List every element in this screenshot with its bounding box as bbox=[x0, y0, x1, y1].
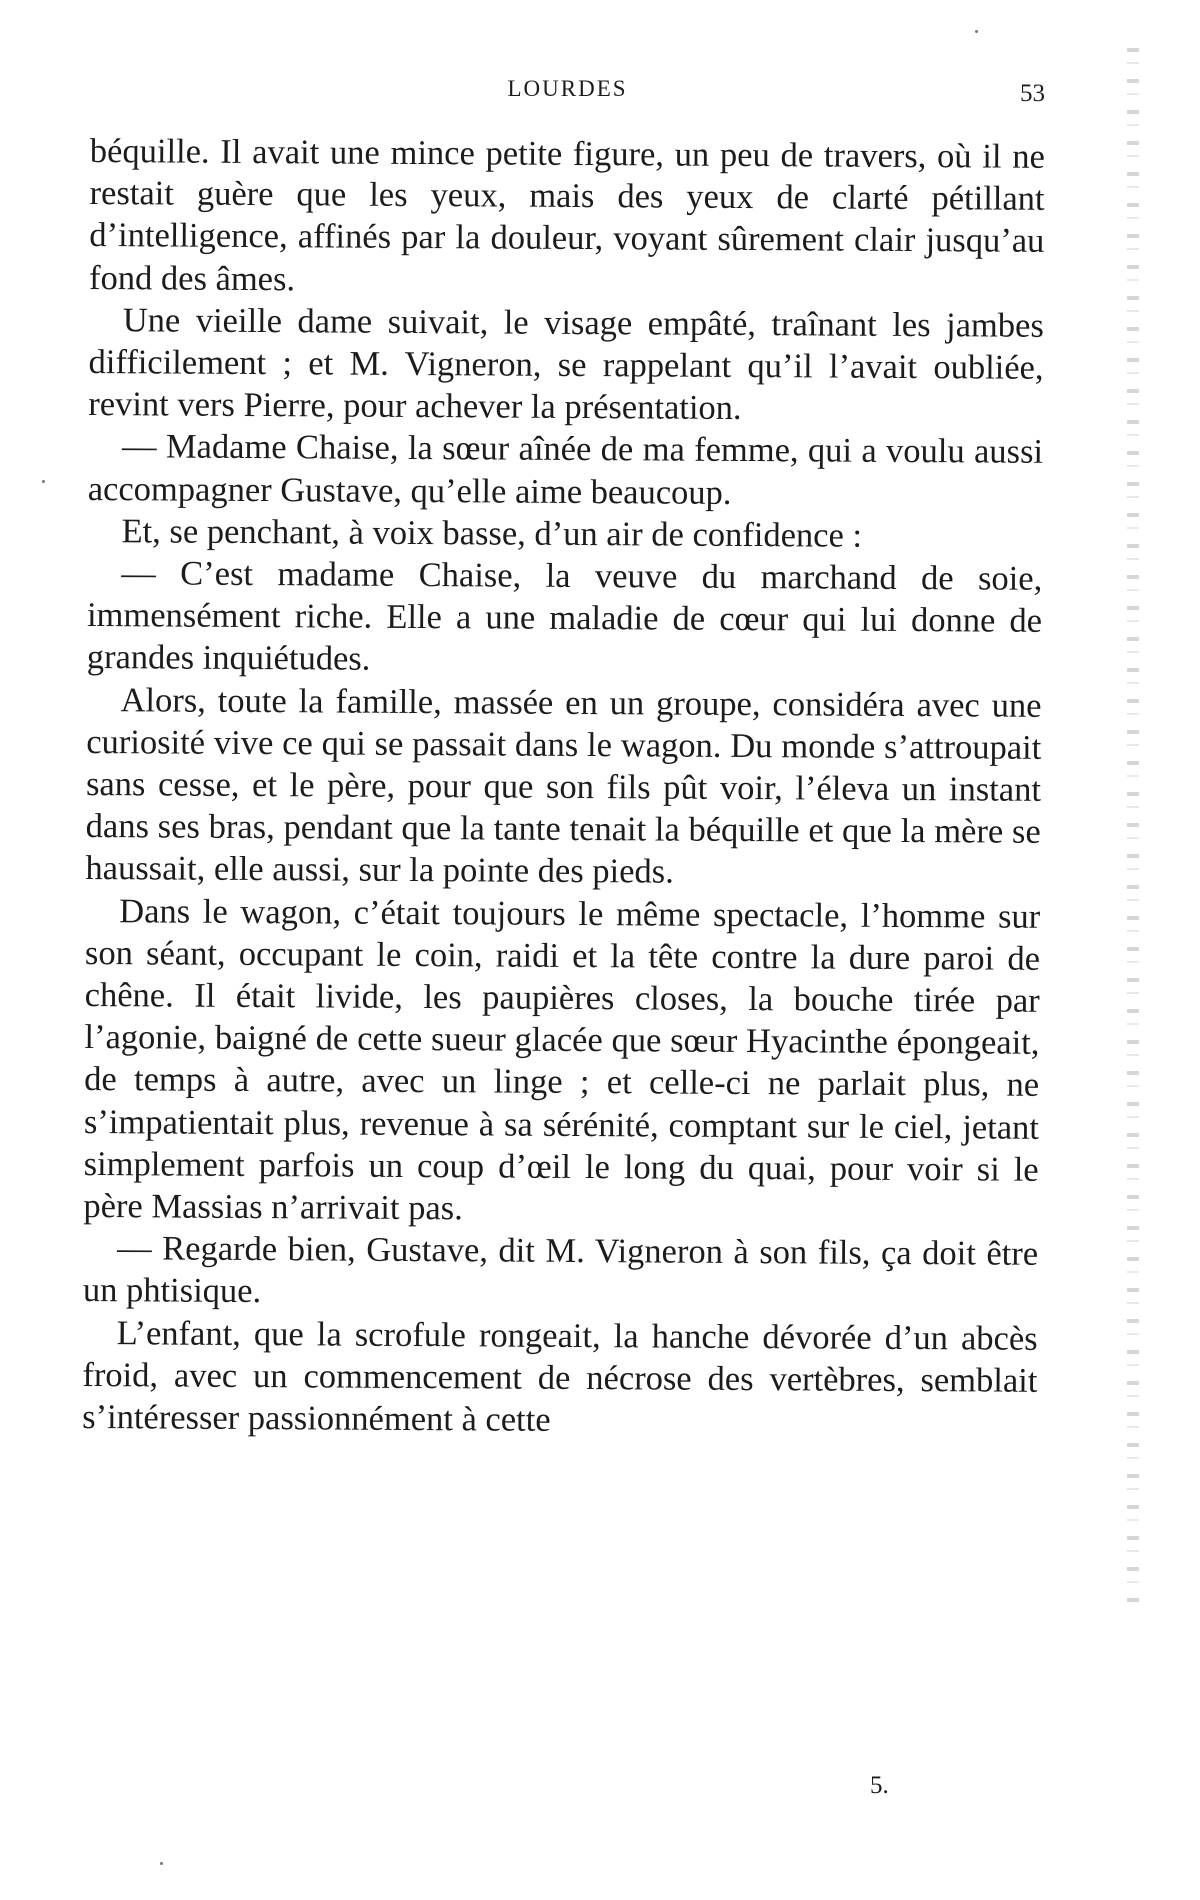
page-edge-marks bbox=[1118, 48, 1148, 1608]
page-header bbox=[90, 76, 1045, 116]
signature-mark: 5. bbox=[870, 1772, 889, 1799]
page-number: 53 bbox=[1020, 80, 1045, 107]
paragraph: — Madame Chaise, la sœur aînée de ma femme, qui a voulu aussi accompagner Gustave, qu’elle aime beaucoup. bbox=[87, 427, 1044, 512]
paragraph: Et, se penchant, à voix basse, d’un air de confidence : bbox=[121, 512, 863, 555]
paper-speck bbox=[160, 1862, 163, 1865]
running-head: LOURDES bbox=[507, 76, 628, 101]
paragraph: L’enfant, que la scrofule rongeait, la hanche dévorée d’un abcès froid, avec un commencement de nécrose des vertèbres, semblait s’intéresser passionnément à cette bbox=[82, 1313, 1038, 1439]
body-text bbox=[82, 130, 1045, 1444]
paper-speck bbox=[975, 30, 978, 33]
paragraph: Dans le wagon, c’était toujours le même spectacle, l’homme sur son séant, occupant le coin, raidi et la tête contre la dure paroi de chêne. Il était livide, les paupières closes, la bouche tirée par l’agonie, baigné de cette sueur glacée que sœur Hyacinthe épongeait, de temps à autre, avec un linge ; et celle-ci ne parlait plus, ne s’impatientait plus, revenue à sa sérénité, comptant sur le ciel, jetant simplement parfois un coup d’œil le long du quai, pour voir si le père Massias n’arrivait pas. bbox=[83, 891, 1041, 1228]
paragraph: — Regarde bien, Gustave, dit M. Vigneron à son fils, ça doit être un phtisique. bbox=[82, 1229, 1039, 1311]
paper-speck bbox=[42, 480, 45, 483]
paragraph: béquille. Il avait une mince petite figure, un peu de travers, où il ne restait guère que les yeux, mais des yeux de clarté pétillant d’intelligence, affinés par la douleur, voyant sûrement clair jusqu’au fond des âmes. bbox=[88, 131, 1045, 298]
paragraph: Alors, toute la famille, massée en un groupe, considéra avec une curiosité vive ce qui se passait dans le wagon. Du monde s’attroupait sans cesse, et le père, pour que son fils pût voir, l’éleva un instant dans ses bras, pendant que la tante tenait la béquille et que la mère se haussait, elle aussi, sur la pointe des pieds. bbox=[85, 680, 1042, 892]
paragraph: — C’est madame Chaise, la veuve du marchand de soie, immensément riche. Elle a une maladie de cœur qui lui donne de grandes inquiétudes. bbox=[86, 554, 1043, 679]
paragraph: Une vieille dame suivait, le visage empâté, traînant les jambes difficilement ; et M. Vigneron, se rappelant qu’il l’avait oubliée, revint vers Pierre, pour achever la présentation. bbox=[88, 301, 1044, 428]
